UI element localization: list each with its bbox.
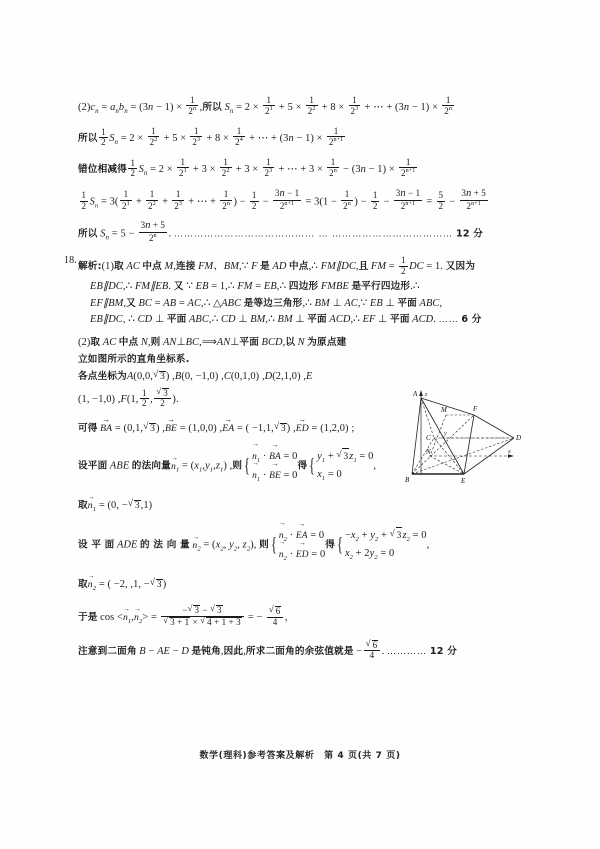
page-footer: 数学(理科)参考答案及解析 第 4 页(共 7 页) xyxy=(199,751,401,761)
solution-line-sum-eval: $\frac{1}{2}$ $S_n = 3$( $\frac{1}{2^1}$ + $\frac{1}{2^2}$ + $\frac{1}{2^3}$ + ⋯ + $\frac{1}{2^n}$ ) − $\frac{1}{2}$ − $\frac{3n - 1}{2^{n+1}}$ = 3(1 − $\frac{1}{2^n}$ ) − $\frac{1}{2}$ − $\frac{3n - 1}{2^{n+1}}$ = $\frac{5}{2}$ − $\frac{3n + 5}{2^{n+1}}$ xyxy=(81,187,486,211)
solution-line-cn: $(2)c_n = a_nb_n = (3n - 1)$ × $\frac{1}{2^n}$ ,所以 $S_n = 2$ × $\frac{1}{2^1}$ + 5 × $\frac{1}{2^2}$ + 8 × $\frac{1}{2^3}$ + ⋯ + (3n − 1) × $\frac{1}{2^n}$ xyxy=(78,95,452,117)
problem-18-points-line-2: (1, −1,0) ,F(1, $\frac{1}{2}$ , √ $\frac{3}{2}$ ). xyxy=(78,388,526,409)
score-12-a: 12 分 xyxy=(455,228,484,240)
score-12-b: 12 分 xyxy=(429,646,458,658)
conclusion-line: 注意到二面角 B − AE − D 是钝角,因此,所求二面角的余弦值就是 − √ $\frac{6}{4}$ . ………… 12 分 xyxy=(78,640,526,661)
normal-vector-n1-block: 设平面 ABE 的法向量→ $n_1 = (x_1,y_1,z_1)$ ,则{ → $n_1$ · → BA = 0 → $n_1$ · → BE = 0 得{ $y_1$ + √ $3z_1 = 0$ $x_1 = 0$ , xyxy=(78,447,526,485)
vertex-label-E: E xyxy=(461,477,466,485)
n2-equations-left: → $n_2$ · → EA = 0 → $n_2$ · → ED = 0 xyxy=(279,526,325,564)
normal-vector-n2-block: 设 平 面 ADE 的 法 向 量 → $n_2 = (x_2$, $y_2$, $z_2$), 则{ → $n_2$ · → EA = 0 → $n_2$ · → ED = 0 得{ $-x_2 + y_2$ + √ $3z_2 = 0$ $x_2 + 2y_2 = 0$ , xyxy=(78,526,526,564)
problem-18-line-1: 18. 解析:(1)取 AC 中点 M,连接 FM、BM,∵ F 是 AD 中点,∴ FM∥DC,且 FM = $\frac{1}{2}$ DC = 1. 又因为 xyxy=(64,255,476,276)
n2-equations-right: $-x_2 + y_2$ + √ $3z_2 = 0$ $x_2 + 2y_2 = 0$ xyxy=(345,527,427,563)
problem-18-part2-line-1: (2)取 AC 中点 N,则 AN⊥BC,⟹AN⊥平面 BCD,以 N 为原点建 xyxy=(78,337,347,349)
jiexi-heading: 解析: xyxy=(78,261,102,273)
solution-line-result: 所以 $S_n = 5$ − $\frac{3n + 5}{2^n}$ . …………………………………… … ……………………………… 12 分 xyxy=(78,219,484,243)
problem-18-line-4: EB∥DC, ∴ CD ⊥ 平面 ABC,∴ CD ⊥ BM,∴ BM ⊥ 平面 ACD,∴ EF ⊥ 平面 ACD. …… 6 分 xyxy=(90,314,482,326)
problem-18-part2-line-2: 立如图所示的直角坐标系. xyxy=(78,353,190,365)
vertex-label-A: A xyxy=(413,390,418,398)
edge-F-E xyxy=(464,415,474,474)
problem-18-line-3: EF∥BM,又 BC = AB = AC,∴ △ABC 是等边三角形,∴ BM ⊥ AC,∵ EB ⊥ 平面 ABC, xyxy=(90,297,443,309)
problem-18-points-line: 各点坐标为A(0,0, √ 3) ,B(0, −1,0) ,C(0,1,0) ,D(2,1,0) ,E xyxy=(78,371,526,382)
problem-number-18: 18. xyxy=(64,255,77,267)
n1-equations-left: → $n_1$ · → BA = 0 → $n_1$ · → BE = 0 xyxy=(252,447,297,485)
solution-line-half-sn: 所以 $\frac{1}{2}$ $S_n = 2$ × $\frac{1}{2^2}$ + 5 × $\frac{1}{2^3}$ + 8 × $\frac{1}{2^4}$ + ⋯ + (3n − 1) × $\frac{1}{2^{n+1}}$ xyxy=(78,125,344,148)
geometry-diagram xyxy=(404,382,528,486)
y-axis-label: y xyxy=(444,431,447,437)
problem-18-line-2: EB∥DC,∴ FM∥EB. 又 ∵ EB = 1,∴ FM = EB,∴ 四边形 FMBE 是平行四边形.∴ xyxy=(90,281,420,293)
vertex-label-D: D xyxy=(516,434,522,442)
geometry-diagram-svg xyxy=(404,382,528,486)
solution-line-subtract: 错位相减得 $\frac{1}{2}$ $S_n = 2$ × $\frac{1}{2^1}$ + 3 × $\frac{1}{2^2}$ + 3 × $\frac{1}{2^3}$ + ⋯ + 3 × $\frac{1}{2^n}$ − (3n − 1) × $\frac{1}{2^{n+1}}$ xyxy=(78,156,416,179)
vertex-label-B: B xyxy=(405,476,410,484)
normal-vector-n1-take: 取→ $n_1 = (0$, − √ 3,1) xyxy=(78,499,526,514)
score-6: 6 分 xyxy=(461,314,482,326)
normal-vector-n2-take: 取→ $n_2$ = ( −2, ,1, − √ 3) xyxy=(78,578,526,593)
z-axis-arrow xyxy=(419,390,423,396)
vertex-label-N: N xyxy=(426,448,431,456)
vertex-label-F: F xyxy=(473,405,478,413)
suoyi-prefix: 所以 xyxy=(78,133,98,144)
vertex-label-M: M xyxy=(441,406,447,414)
x-axis-label: x xyxy=(508,449,511,455)
problem-18-vectors-line: 可得 → BA = (0,1, √ 3) ,→ BE = (1,0,0) ,→ EA = ( −1,1, √ 3) ,→ ED = (1,2,0) ; xyxy=(78,422,526,434)
z-axis-label: z xyxy=(425,392,428,398)
vectors-prefix: 可得 xyxy=(78,422,98,434)
edge-A-B xyxy=(412,398,421,474)
edge-F-D xyxy=(474,415,514,438)
vertex-label-C: C xyxy=(426,434,431,442)
cosine-computation-line: 于是 $\cos <\to n_1,\to n_2>$ = − √ 3 − √ 3 √ 3 + 1 × √ 4 + 1 + 3 = − √ $\frac{6}{4}$ , xyxy=(78,605,526,627)
n1-equations-right: $y_1$ + √ $3z_1 = 0$ $x_1 = 0$ xyxy=(317,448,373,484)
points-prefix: 各点坐标为 xyxy=(78,370,127,382)
edge-B-D xyxy=(412,438,514,474)
cuowei-prefix: 错位相减得 xyxy=(78,163,127,175)
